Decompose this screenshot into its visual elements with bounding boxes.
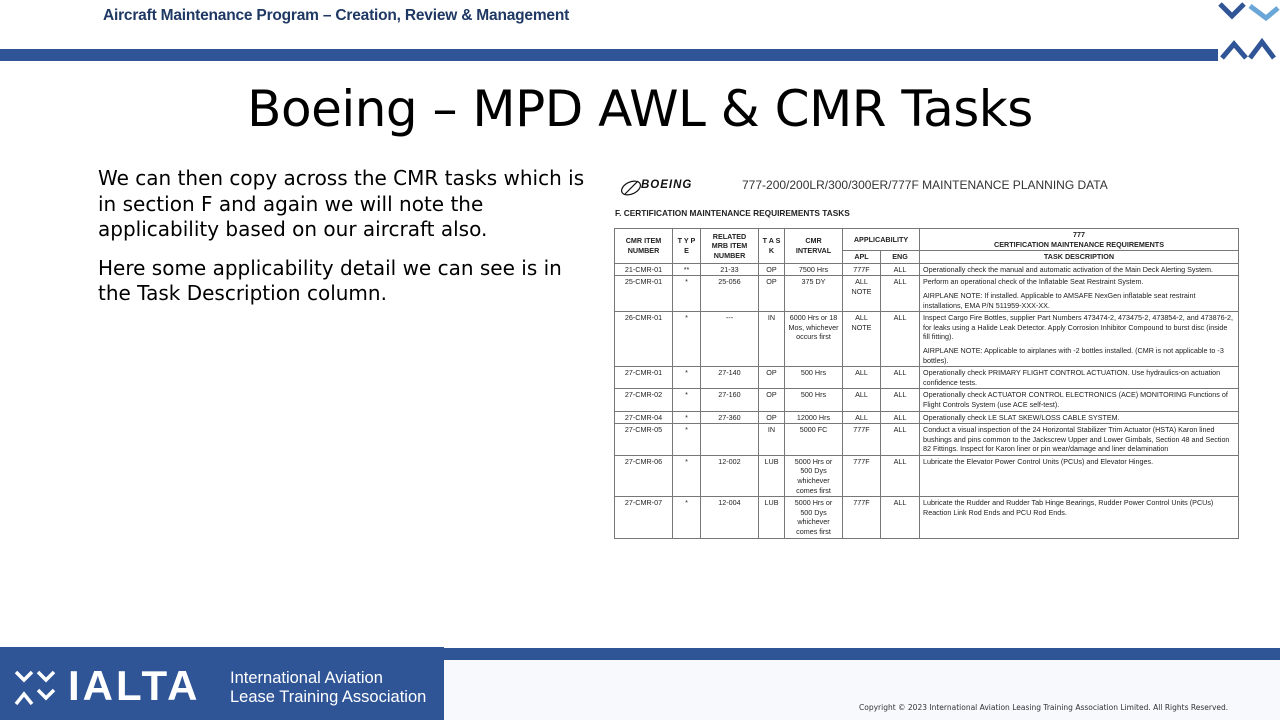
type-cell: ** (673, 263, 701, 276)
table-row (615, 411, 1239, 424)
table-row (615, 389, 1239, 411)
eng-cell: ALL (881, 367, 920, 389)
table-row (615, 455, 1239, 496)
cmr-interval-cell: 5000 FC (785, 424, 843, 456)
header-title: Aircraft Maintenance Program – Creation, Review & Management (103, 7, 570, 24)
task-description-paragraph: AIRPLANE NOTE: Applicable to airplanes with -2 bottles installed. (CMR is not applicable to -3 bottles). (923, 345, 1224, 365)
related-mrb-cell: --- (701, 312, 759, 367)
footer-org-name (230, 669, 444, 707)
cmr-item-number-cell: 27-CMR-04 (615, 411, 673, 424)
body-text (98, 166, 598, 320)
cmr-interval-cell: 5000 Hrs or 500 Dys whichever comes first (785, 455, 843, 496)
cmr-interval-cell: 7500 Hrs (785, 263, 843, 276)
task-code-cell: IN (759, 312, 785, 367)
task-description-paragraph: Inspect Cargo Fire Bottles, supplier Part Numbers 473474-2, 473475-2, 473854-2, and 473876-2, for leaks using a Halide Leak Detector. Apply Corrosion Inhibitor Compound to burst disc (inside fill fitting). (923, 313, 1234, 342)
cmr-item-number-cell: 27-CMR-01 (615, 367, 673, 389)
header-requirements-label: CERTIFICATION MAINTENANCE REQUIREMENTS (994, 239, 1164, 249)
header-task: T A S K (759, 229, 785, 264)
apl-cell: 777F (843, 497, 881, 538)
paragraph-1: We can then copy across the CMR tasks which is in section F and again we will note the applicability based on our aircraft also. (98, 166, 585, 241)
task-description-paragraph: Operationally check PRIMARY FLIGHT CONTROL ACTUATION. Use hydraulics-on actuation confidence tests. (923, 368, 1221, 387)
header-apl: APL (843, 251, 881, 264)
task-description-cell (920, 389, 1239, 411)
cmr-item-number-cell: 25-CMR-01 (615, 276, 673, 312)
type-cell: * (673, 367, 701, 389)
document-title: 777-200/200LR/300/300ER/777F MAINTENANCE PLANNING DATA (742, 178, 1108, 192)
task-description-cell (920, 424, 1239, 456)
ialta-chevron-logo-icon (14, 668, 58, 708)
table-row (615, 497, 1239, 538)
cmr-item-number-cell: 27-CMR-02 (615, 389, 673, 411)
cmr-item-number-cell: 26-CMR-01 (615, 312, 673, 367)
task-description-cell (920, 411, 1239, 424)
task-description-cell (920, 367, 1239, 389)
task-code-cell: OP (759, 276, 785, 312)
cmr-interval-cell: 6000 Hrs or 18 Mos, whichever occurs first (785, 312, 843, 367)
footer-bar (444, 648, 1280, 660)
cmr-interval-cell: 375 DY (785, 276, 843, 312)
type-cell: * (673, 424, 701, 456)
boeing-wordmark: BOEING (641, 179, 693, 191)
related-mrb-cell: 27-140 (701, 367, 759, 389)
header-cmr-item-number: CMR ITEM NUMBER (615, 229, 673, 264)
footer-org-line2: Lease Training Association (230, 688, 427, 706)
table-row (615, 276, 1239, 312)
task-code-cell: IN (759, 424, 785, 456)
eng-cell: ALL (881, 389, 920, 411)
header-type: T Y P E (673, 229, 701, 264)
task-description-paragraph: Lubricate the Rudder and Rudder Tab Hinge Bearings, Rudder Power Control Units (PCUs) Reaction Link Rod Ends and PCU Rod Ends. (923, 498, 1214, 517)
eng-cell: ALL (881, 411, 920, 424)
apl-cell: ALL NOTE (843, 276, 881, 312)
mpd-document-excerpt (613, 170, 1241, 590)
cmr-item-number-cell: 27-CMR-07 (615, 497, 673, 538)
document-header (613, 172, 1241, 196)
table-row (615, 367, 1239, 389)
task-description-paragraph: Operationally check LE SLAT SKEW/LOSS CABLE SYSTEM. (923, 412, 1120, 422)
task-code-cell: OP (759, 411, 785, 424)
cmr-interval-cell: 12000 Hrs (785, 411, 843, 424)
cmr-table-body (615, 263, 1239, 538)
footer-ialta-wordmark: IALTA (68, 662, 201, 709)
type-cell: * (673, 276, 701, 312)
header-related-mrb-item-number: RELATED MRB ITEM NUMBER (701, 229, 759, 264)
cmr-interval-cell: 500 Hrs (785, 367, 843, 389)
related-mrb-cell: 12-004 (701, 497, 759, 538)
task-description-paragraph: Conduct a visual inspection of the 24 Horizontal Stabilizer Trim Actuator (HSTA) Karon lined bushings and pins common to the Jackscrew Upper and Lower Gimbals, Section 48 and Section 82 Fittings. Inspect for Karon liner or pin wear/damage and liner delamination (923, 425, 1230, 454)
header-requirements (920, 229, 1239, 251)
task-description-paragraph: Operationally check ACTUATOR CONTROL ELECTRONICS (ACE) MONITORING Functions of Flight Controls System (use ACE self-test). (923, 390, 1228, 409)
eng-cell: ALL (881, 424, 920, 456)
cmr-table (614, 228, 1239, 539)
task-code-cell: LUB (759, 497, 785, 538)
type-cell: * (673, 389, 701, 411)
cmr-item-number-cell: 27-CMR-06 (615, 455, 673, 496)
header-task-description: TASK DESCRIPTION (920, 251, 1239, 264)
cmr-item-number-cell: 21-CMR-01 (615, 263, 673, 276)
task-code-cell: OP (759, 389, 785, 411)
apl-cell: ALL (843, 367, 881, 389)
task-description-cell (920, 455, 1239, 496)
related-mrb-cell: 27-160 (701, 389, 759, 411)
cmr-interval-cell: 500 Hrs (785, 389, 843, 411)
related-mrb-cell (701, 424, 759, 456)
task-description-paragraph: Lubricate the Elevator Power Control Units (PCUs) and Elevator Hinges. (923, 456, 1154, 466)
footer-org-line1: International Aviation (230, 669, 383, 687)
apl-cell: ALL (843, 411, 881, 424)
task-description-paragraph: Perform an operational check of the Inflatable Seat Restraint System. (923, 277, 1144, 287)
copyright-notice: Copyright © 2023 International Aviation Leasing Training Association Limited. All Rights Reserved. (859, 703, 1229, 712)
table-row (615, 312, 1239, 367)
type-cell: * (673, 411, 701, 424)
apl-cell: ALL NOTE (843, 312, 881, 367)
table-row (615, 424, 1239, 456)
header-applicability: APPLICABILITY (843, 229, 920, 251)
cmr-interval-cell: 5000 Hrs or 500 Dys whichever comes first (785, 497, 843, 538)
apl-cell: 777F (843, 455, 881, 496)
task-description-cell (920, 497, 1239, 538)
type-cell: * (673, 497, 701, 538)
eng-cell: ALL (881, 263, 920, 276)
apl-cell: ALL (843, 389, 881, 411)
eng-cell: ALL (881, 455, 920, 496)
task-description-paragraph: AIRPLANE NOTE: If installed. Applicable to AMSAFE NexGen inflatable seat restraint installations, EMA P/N 511959-XXX-XX. (923, 290, 1196, 310)
eng-cell: ALL (881, 312, 920, 367)
header-eng: ENG (881, 251, 920, 264)
eng-cell: ALL (881, 276, 920, 312)
task-code-cell: LUB (759, 455, 785, 496)
related-mrb-cell: 25-056 (701, 276, 759, 312)
task-description-paragraph: Operationally check the manual and automatic activation of the Main Deck Alerting System. (923, 264, 1214, 274)
paragraph-2: Here some applicability detail we can see is in the Task Description column. (98, 255, 562, 305)
section-title: F. CERTIFICATION MAINTENANCE REQUIREMENTS TASKS (615, 208, 850, 218)
task-code-cell: OP (759, 263, 785, 276)
table-row (615, 263, 1239, 276)
apl-cell: 777F (843, 263, 881, 276)
related-mrb-cell: 27-360 (701, 411, 759, 424)
task-description-cell (920, 263, 1239, 276)
related-mrb-cell: 21-33 (701, 263, 759, 276)
header-bar (0, 49, 1218, 61)
ialta-chevron-logo-icon (1216, 0, 1280, 62)
apl-cell: 777F (843, 424, 881, 456)
header-requirements-top: 777 (1073, 230, 1085, 239)
header-cmr-interval: CMR INTERVAL (785, 229, 843, 264)
task-description-cell (920, 276, 1239, 312)
related-mrb-cell: 12-002 (701, 455, 759, 496)
cmr-item-number-cell: 27-CMR-05 (615, 424, 673, 456)
eng-cell: ALL (881, 497, 920, 538)
task-code-cell: OP (759, 367, 785, 389)
slide-title: Boeing – MPD AWL & CMR Tasks (247, 80, 1033, 138)
type-cell: * (673, 312, 701, 367)
type-cell: * (673, 455, 701, 496)
task-description-cell (920, 312, 1239, 367)
